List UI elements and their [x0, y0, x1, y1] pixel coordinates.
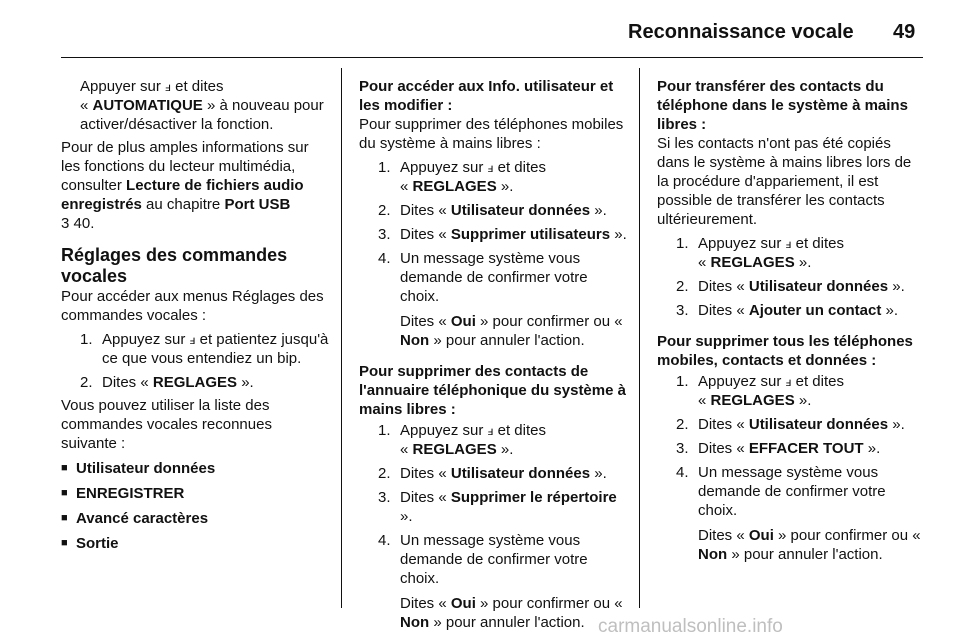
- reference-paragraph: Pour de plus amples informations sur les fonctions du lecteur multimédia, consulter Lecture de fichiers audio enregistrés au chapitre Port USB 3 40.: [61, 139, 309, 232]
- subsection-intro: Pour supprimer des téléphones mobiles du système à mains libres :: [359, 116, 624, 152]
- list-item: 1. Appuyez sur ⅎ et dites « REGLAGES ».: [676, 373, 844, 409]
- list-item: 4. Un message système vous demande de confirmer votre choix.: [378, 250, 588, 305]
- list-item: 2. Dites « Utilisateur données ».: [676, 278, 905, 295]
- list-item: 3. Dites « EFFACER TOUT ».: [676, 440, 881, 457]
- column-3: [657, 77, 923, 564]
- steps-list: [657, 234, 923, 320]
- list-item: 1. Appuyez sur ⅎ et patientez jusqu'à ce que vous entendiez un bip.: [80, 331, 329, 367]
- section-intro: Pour accéder aux menus Réglages des commandes vocales :: [61, 288, 324, 324]
- reference-link-usb[interactable]: Port USB: [224, 196, 291, 213]
- list-item: 2. Dites « REGLAGES ».: [80, 374, 254, 391]
- list-item: 4. Un message système vous demande de confirmer votre choix.: [676, 464, 886, 519]
- see-page-arrow-icon: 3: [61, 215, 70, 232]
- voice-command-icon: ⅎ: [165, 80, 171, 94]
- voice-command-icon: ⅎ: [189, 333, 196, 347]
- list-item: 3. Dites « Supprimer utilisateurs ».: [378, 226, 627, 243]
- list-item: ■ Avancé caractères: [61, 510, 209, 527]
- subsection-title: Pour supprimer des contacts de l'annuaire téléphonique du système à mains libres :: [359, 363, 626, 418]
- list-item: 1. Appuyez sur ⅎ et dites « REGLAGES ».: [378, 159, 546, 195]
- list-item: 3. Dites « Ajouter un contact ».: [676, 302, 899, 319]
- column-2: [359, 77, 629, 632]
- list-item: 3. Dites « Supprimer le répertoire ».: [378, 489, 617, 525]
- list-item: 4. Un message système vous demande de confirmer votre choix.: [378, 532, 588, 587]
- command-list: [61, 459, 329, 553]
- list-item: ■ ENREGISTRER: [61, 485, 185, 502]
- voice-command-icon: ⅎ: [487, 424, 494, 438]
- voice-command-icon: ⅎ: [487, 161, 494, 175]
- steps-list: [359, 158, 629, 350]
- list-item: 2. Dites « Utilisateur données ».: [378, 202, 607, 219]
- confirm-instruction: Dites « Oui » pour confirmer ou « Non » pour annuler l'action.: [400, 595, 623, 631]
- confirm-instruction: Dites « Oui » pour confirmer ou « Non » pour annuler l'action.: [698, 527, 921, 563]
- page-header: [0, 0, 960, 56]
- subsection-intro: Si les contacts n'ont pas été copiés dans le système à mains libres lors de la procédure d'appariement, il est possible de transférer les contacts ultérieurement.: [657, 135, 912, 228]
- voice-command-icon: ⅎ: [785, 375, 792, 389]
- list-item: 2. Dites « Utilisateur données ».: [676, 416, 905, 433]
- subsection-title: Pour transférer des contacts du téléphone dans le système à mains libres :: [657, 78, 908, 133]
- confirm-instruction: Dites « Oui » pour confirmer ou « Non » pour annuler l'action.: [400, 313, 623, 349]
- page-number: 49: [893, 21, 916, 43]
- header-divider: [61, 57, 923, 58]
- column-divider-2: [639, 68, 640, 608]
- column-divider-1: [341, 68, 342, 608]
- voice-command-icon: ⅎ: [785, 237, 792, 251]
- list-item: 1. Appuyez sur ⅎ et dites « REGLAGES ».: [378, 422, 546, 458]
- steps-list: [61, 330, 329, 392]
- section-heading: Réglages des commandes vocales: [61, 245, 288, 286]
- command-list-intro: Vous pouvez utiliser la liste des commandes vocales reconnues suivante :: [61, 397, 272, 452]
- subsection-title: Pour accéder aux Info. utilisateur et les modifier :: [359, 78, 614, 114]
- steps-list: [657, 372, 923, 564]
- intro-paragraph: Appuyer sur ⅎ et dites « AUTOMATIQUE » à nouveau pour activer/désactiver la fonction.: [80, 78, 324, 133]
- list-item: 2. Dites « Utilisateur données ».: [378, 465, 607, 482]
- reference-link-audio[interactable]: Lecture de fichiers audio enregistrés: [61, 177, 304, 213]
- subsection-title: Pour supprimer tous les téléphones mobiles, contacts et données :: [657, 333, 913, 369]
- column-1: [61, 77, 329, 553]
- steps-list: [359, 421, 629, 632]
- list-item: 1. Appuyez sur ⅎ et dites « REGLAGES ».: [676, 235, 844, 271]
- page-title: Reconnaissance vocale: [628, 21, 854, 43]
- watermark: carmanualsonline.info: [598, 616, 783, 637]
- list-item: ■ Sortie: [61, 535, 119, 552]
- list-item: ■ Utilisateur données: [61, 460, 216, 477]
